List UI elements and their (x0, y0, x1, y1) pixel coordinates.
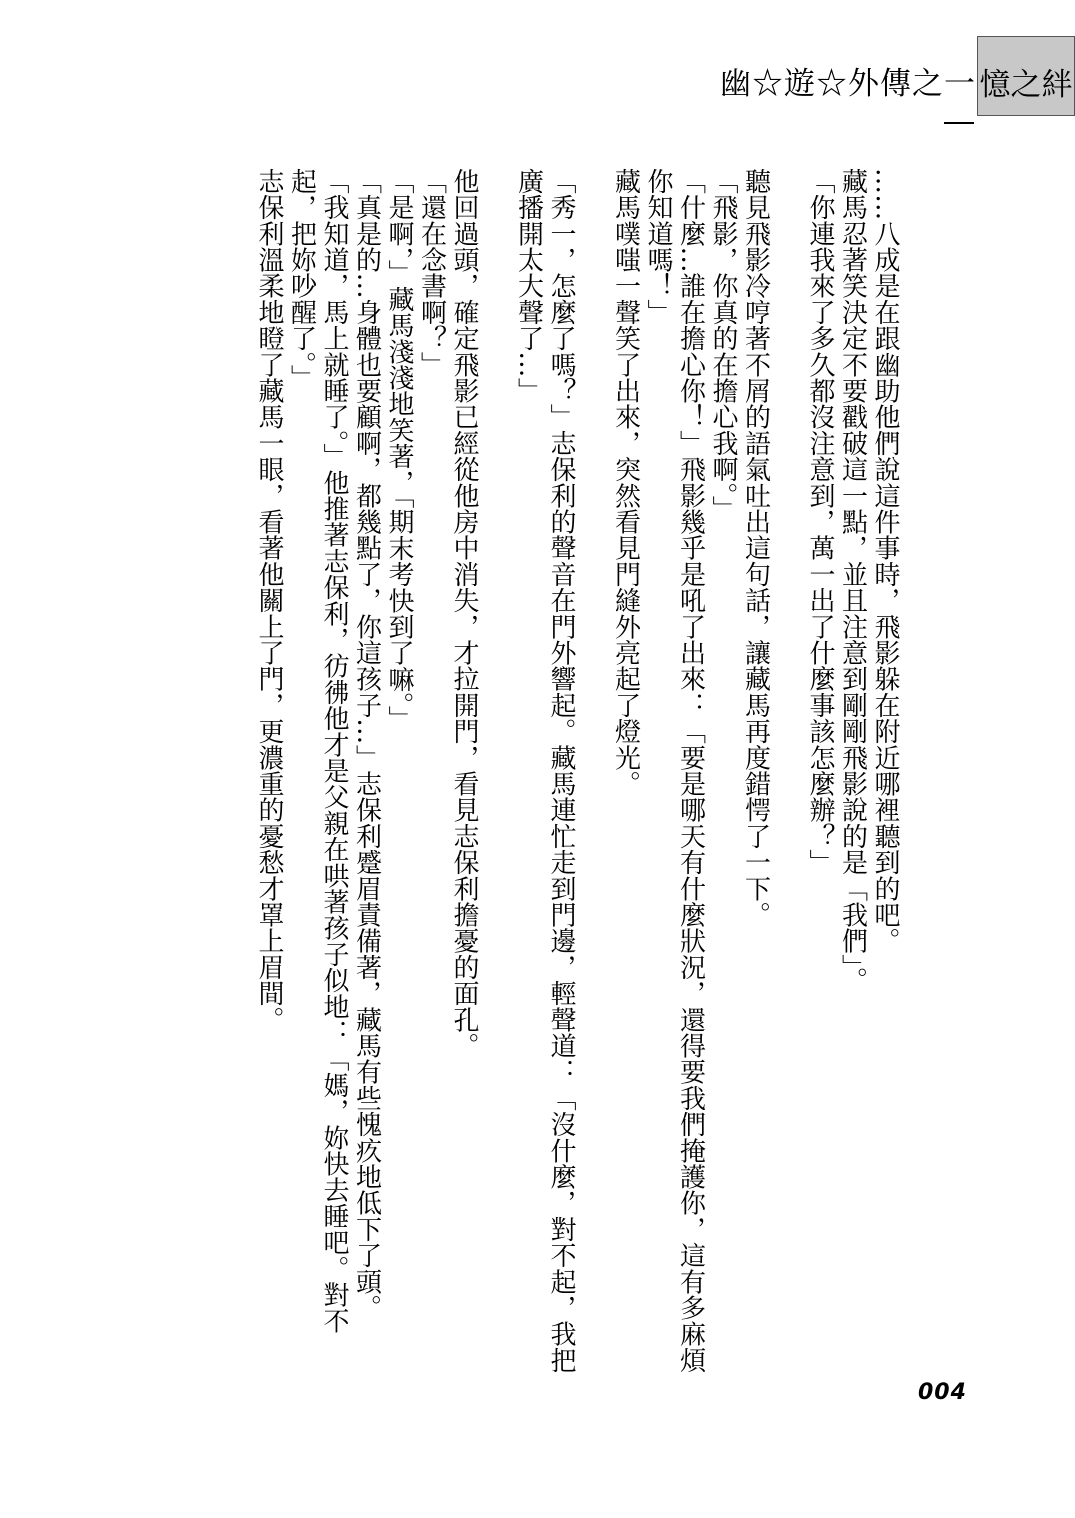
paragraph: 「你連我來了多久都沒注意到，萬一出了什麼事該怎麼辦？」 (805, 168, 835, 876)
body-text (157, 168, 901, 1378)
paragraph: 「還在念書啊？」 (416, 168, 447, 378)
header-dash (944, 122, 974, 124)
paragraph: 聽見飛影冷哼著不屑的語氣吐出這句話，讓藏馬再度錯愕了一下。 (740, 168, 771, 928)
paragraph: 「真是的…身體也要顧啊，都幾點了，你這孩子…」志保利蹙眉責備著，藏馬有些愧疚地低下了頭。 (351, 168, 382, 1321)
paragraph: 藏馬噗嗤一聲笑了出來，突然看見門縫外亮起了燈光。 (610, 168, 641, 797)
paragraph: 「是啊，」藏馬淺淺地笑著，「期末考快到了嘛。」 (384, 168, 414, 732)
paragraph: 藏馬忍著笑決定不要戳破這一點，並且注意到剛剛飛影說的是「我們」。 (837, 168, 868, 994)
paragraph: 志保利溫柔地瞪了藏馬一眼，看著他關上了門，更濃重的憂愁才罩上眉間。 (254, 168, 284, 1033)
header-title-series: 幽☆遊☆外傳之一 (720, 66, 976, 102)
paragraph: 「什麼…誰在擔心你！」飛影幾乎是吼了出來：「要是哪天有什麼狀況，還得要我們掩護你，這有多麻煩你知道嗎！」 (643, 168, 706, 1374)
paragraph: ……八成是在跟幽助他們說這件事時，飛影躲在附近哪裡聽到的吧。 (870, 168, 900, 954)
page-number: 004 (918, 1380, 967, 1405)
paragraph: 「秀一，怎麼了嗎？」志保利的聲音在門外響起。藏馬連忙走到門邊，輕聲道：「沒什麼，對不起，我把廣播開太大聲了…」 (513, 168, 576, 1374)
paragraph: 「飛影，你真的在擔心我啊。」 (708, 168, 738, 522)
paragraph: 「我知道，馬上就睡了。」他推著志保利，彷彿他才是父親在哄著孩子似地：「媽，妳快去睡吧。對不起，把妳吵醒了。」 (286, 168, 349, 1334)
header-chapter-box (977, 36, 1075, 116)
running-header-title (700, 58, 976, 139)
paragraph: 他回過頭，確定飛影已經從他房中消失，才拉開門，看見志保利擔憂的面孔。 (449, 168, 479, 1059)
header-title-chapter: 憶之絆 (979, 67, 1073, 103)
